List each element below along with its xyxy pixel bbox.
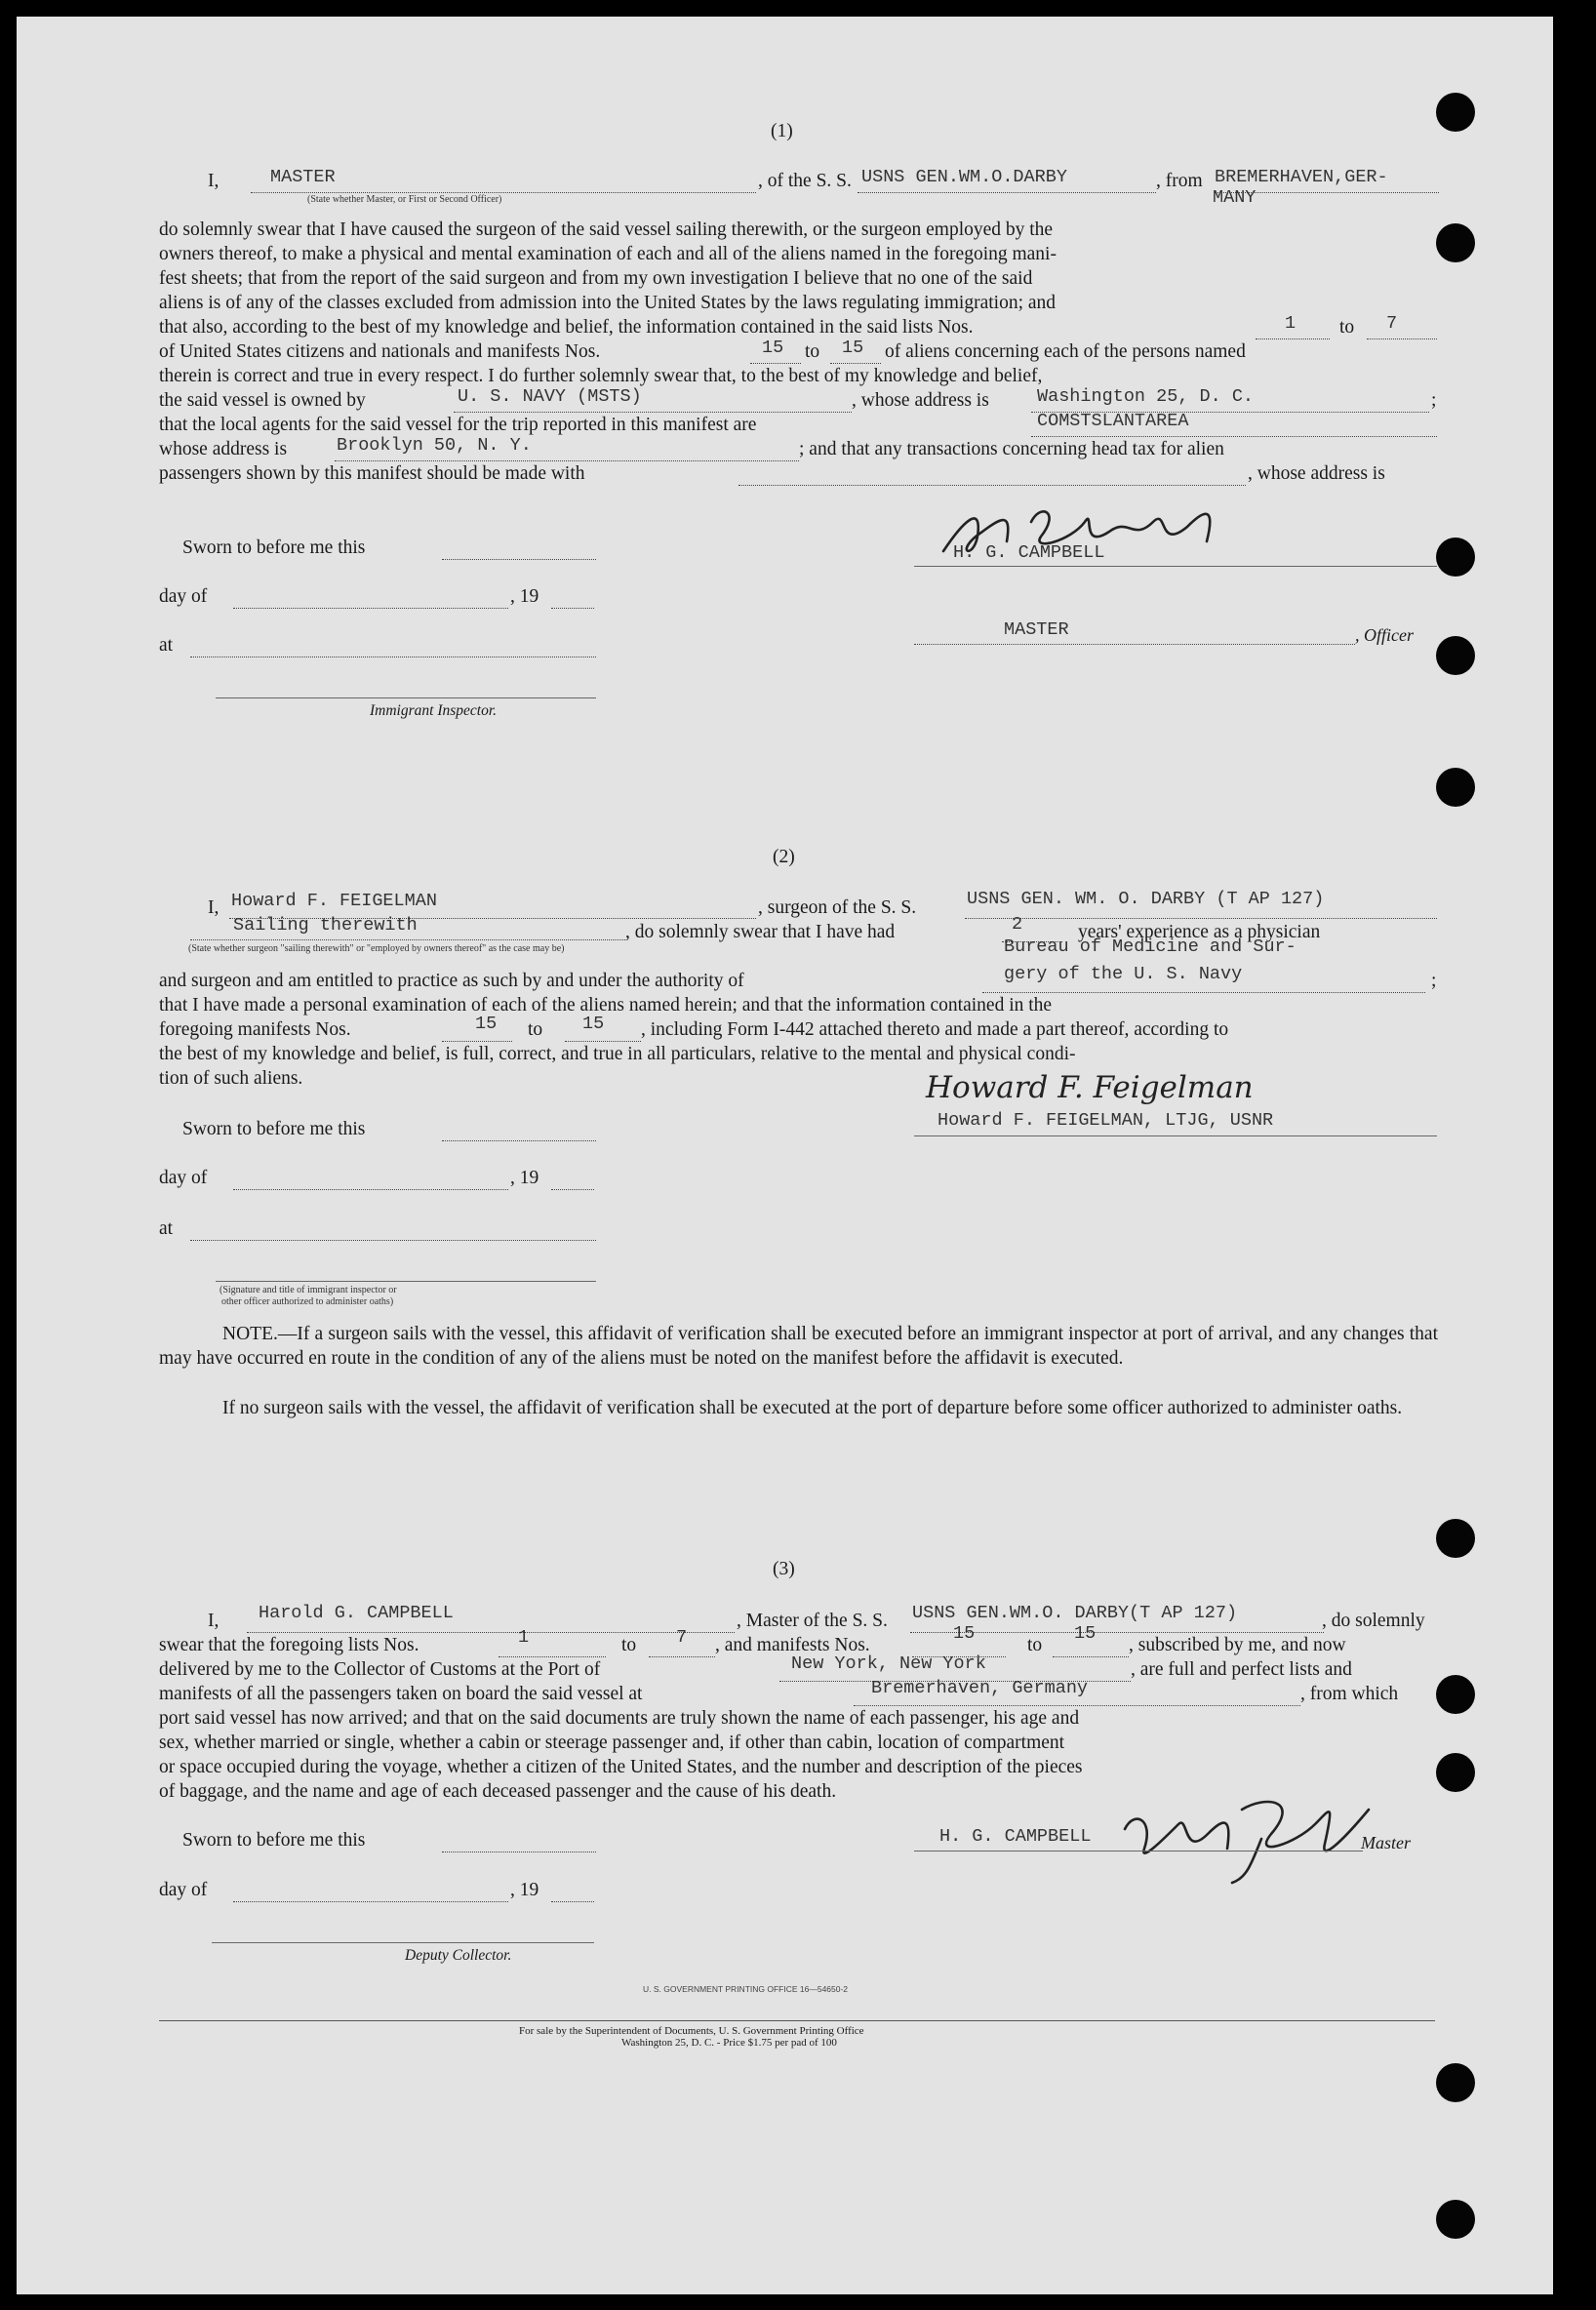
sec1-text: , whose address is	[1248, 463, 1385, 484]
form-page	[17, 17, 1553, 2294]
punch-hole	[1436, 2063, 1475, 2102]
sec3-text: , subscribed by me, and now	[1129, 1635, 1346, 1655]
sec2-text: years' experience as a physician	[1078, 922, 1321, 942]
day-of-label: day of	[159, 1880, 208, 1900]
note-paragraph-2: If no surgeon sails with the vessel, the affidavit of verification shall be executed at the port of departure before some officer authorized to administer oaths.	[222, 1398, 1403, 1418]
sec3-signer-name: H. G. CAMPBELL	[939, 1826, 1092, 1847]
sec3-text: or space occupied during the voyage, whether a citizen of the United States, and the number and description of the pieces	[159, 1757, 1083, 1777]
punch-hole	[1436, 223, 1475, 262]
to-label: to	[1339, 317, 1355, 338]
embark-port-field[interactable]: Bremerhaven, Germany	[871, 1678, 1089, 1698]
port-field[interactable]: New York, New York	[791, 1653, 986, 1674]
sworn-label: Sworn to before me this	[182, 1830, 366, 1851]
sec3-manifest-to-field[interactable]: 15	[1074, 1623, 1097, 1644]
sec2-text: , including Form I-442 attached thereto and made a part thereof, according to	[641, 1019, 1229, 1040]
sec3-text: of baggage, and the name and age of each deceased passenger and the cause of his death.	[159, 1781, 837, 1802]
agents-field[interactable]: COMSTSLANTAREA	[1037, 411, 1189, 431]
sale-notice: For sale by the Superintendent of Documents, U. S. Government Printing Office	[519, 2025, 864, 2037]
sec1-text: of aliens concerning each of the persons named	[885, 341, 1246, 362]
sec3-text: swear that the foregoing lists Nos.	[159, 1635, 419, 1655]
day-of-label: day of	[159, 1168, 208, 1188]
surgeon-signature: Howard F. Feigelman	[926, 1070, 1254, 1105]
punch-hole	[1436, 1753, 1475, 1792]
section-1-number: (1)	[771, 121, 793, 141]
sec1-text: ; and that any transactions concerning head tax for alien	[799, 439, 1224, 459]
sec1-text: whose address is	[159, 439, 288, 459]
punch-hole	[1436, 1519, 1475, 1558]
to-label: to	[528, 1019, 543, 1040]
master-label: Master	[1361, 1833, 1411, 1852]
manifest-from-field[interactable]: 15	[762, 338, 784, 358]
sec1-i: I,	[208, 171, 219, 191]
sale-notice-2: Washington 25, D. C. - Price $1.75 per pad of 100	[621, 2037, 837, 2049]
surgeon-vessel-field[interactable]: USNS GEN. WM. O. DARBY (T AP 127)	[967, 889, 1325, 909]
sec2-text: , surgeon of the S. S.	[758, 897, 917, 918]
master-signer-name: H. G. CAMPBELL	[953, 542, 1105, 563]
sworn-label: Sworn to before me this	[182, 1119, 366, 1139]
deputy-collector-label: Deputy Collector.	[405, 1947, 512, 1964]
section-2-number: (2)	[773, 847, 795, 867]
sec3-vessel-field[interactable]: USNS GEN.WM.O. DARBY(T AP 127)	[912, 1603, 1238, 1623]
to-label: to	[621, 1635, 637, 1655]
sec2-i: I,	[208, 897, 219, 918]
authority-field[interactable]: Bureau of Medicine and Sur-	[1004, 936, 1297, 957]
officer-label: , Officer	[1355, 625, 1414, 645]
sec3-text: port said vessel has now arrived; and that on the said documents are truly shown the name of each passenger, his age and	[159, 1708, 1080, 1729]
sec2-text: and surgeon and am entitled to practice as such by and under the authority of	[159, 971, 744, 991]
sec1-text: the said vessel is owned by	[159, 390, 366, 411]
sailing-status-field[interactable]: Sailing therewith	[233, 915, 418, 936]
lists-to-field[interactable]: 7	[1386, 313, 1398, 334]
sec2-text: that I have made a personal examination of each of the aliens named herein; and that the information contained in the	[159, 995, 1053, 1016]
vessel-name-field[interactable]: USNS GEN.WM.O.DARBY	[861, 167, 1067, 187]
sec3-lists-from-field[interactable]: 1	[518, 1627, 530, 1648]
at-label: at	[159, 1218, 174, 1239]
year-label: , 19	[510, 1168, 539, 1188]
from-port-field[interactable]: BREMERHAVEN,GER-	[1215, 167, 1388, 187]
sec3-manifest-from-field[interactable]: 15	[953, 1623, 976, 1644]
sec1-of-ss: , of the S. S.	[758, 171, 852, 191]
note-paragraph: NOTE.—If a surgeon sails with the vessel, this affidavit of verification shall be executed before an immigrant inspector at port of arrival, and any changes that may have occurred en route in the condition of any of the aliens must be noted on the manifest before the affidavit is executed.	[159, 1324, 1438, 1370]
sec1-text: therein is correct and true in every respect. I do further solemnly swear that, to the best of my knowledge and belief,	[159, 366, 1043, 386]
punch-hole	[1436, 538, 1475, 577]
sec1-text: aliens is of any of the classes excluded from admission into the United States by the laws regulating immigration; and	[159, 293, 1057, 313]
master-caption: (State whether Master, or First or Second Officer)	[307, 194, 502, 205]
sec1-text: owners thereof, to make a physical and mental examination of each and all of the aliens named in the foregoing mani-	[159, 244, 1057, 264]
master-rank-sig: MASTER	[1004, 619, 1069, 640]
manifest-to-field[interactable]: 15	[842, 338, 864, 358]
from-port-continued: MANY	[1213, 187, 1257, 208]
immigrant-inspector-label: Immigrant Inspector.	[370, 702, 498, 719]
sec1-text: that also, according to the best of my knowledge and belief, the information contained in the said lists Nos.	[159, 317, 974, 338]
year-label: , 19	[510, 586, 539, 607]
year-label: , 19	[510, 1880, 539, 1900]
owner-field[interactable]: U. S. NAVY (MSTS)	[458, 386, 642, 407]
sec3-lists-to-field[interactable]: 7	[676, 1627, 688, 1648]
master-signature-3	[1105, 1780, 1398, 1888]
at-label: at	[159, 635, 174, 656]
gpo-imprint: U. S. GOVERNMENT PRINTING OFFICE 16—54650-2	[643, 1984, 849, 1994]
owner-address-field[interactable]: Washington 25, D. C.	[1037, 386, 1255, 407]
sec2-text: the best of my knowledge and belief, is full, correct, and true in all particulars, relative to the mental and physical condi-	[159, 1044, 1076, 1064]
sig-caption: (Signature and title of immigrant inspector or	[219, 1285, 397, 1295]
surgeon-signer-name: Howard F. FEIGELMAN, LTJG, USNR	[938, 1110, 1274, 1131]
agents-address-field[interactable]: Brooklyn 50, N. Y.	[337, 435, 532, 456]
to-label: to	[1027, 1635, 1043, 1655]
semicolon: ;	[1431, 971, 1437, 991]
sec1-text: fest sheets; that from the report of the said surgeon and from my own investigation I believe that no one of the said	[159, 268, 1033, 289]
sec1-text: , whose address is	[852, 390, 989, 411]
sec3-text: delivered by me to the Collector of Customs at the Port of	[159, 1659, 601, 1680]
sec2-manifest-from-field[interactable]: 15	[475, 1014, 498, 1034]
sec1-text: do solemnly swear that I have caused the surgeon of the said vessel sailing therewith, or the surgeon employed by the	[159, 219, 1054, 240]
years-field[interactable]: 2	[1012, 914, 1023, 935]
punch-hole	[1436, 1675, 1475, 1714]
sec3-text: manifests of all the passengers taken on board the said vessel at	[159, 1684, 643, 1704]
sec1-from: , from	[1156, 171, 1203, 191]
day-of-label: day of	[159, 586, 208, 607]
sec1-text: that the local agents for the said vessel for the trip reported in this manifest are	[159, 415, 757, 435]
to-label: to	[805, 341, 820, 362]
punch-hole	[1436, 93, 1475, 132]
sec2-text: foregoing manifests Nos.	[159, 1019, 351, 1040]
authority-field-continued: gery of the U. S. Navy	[1004, 964, 1243, 984]
punch-hole	[1436, 768, 1475, 807]
sec3-text: , Master of the S. S.	[737, 1611, 888, 1631]
sworn-label: Sworn to before me this	[182, 538, 366, 558]
sec2-text: tion of such aliens.	[159, 1068, 303, 1089]
sec3-text: , are full and perfect lists and	[1131, 1659, 1352, 1680]
sec3-text: , and manifests Nos.	[715, 1635, 870, 1655]
surgeon-name-field[interactable]: Howard F. FEIGELMAN	[231, 891, 437, 911]
sec3-master-name-field[interactable]: Harold G. CAMPBELL	[259, 1603, 454, 1623]
sec1-text: of United States citizens and nationals and manifests Nos.	[159, 341, 601, 362]
sig-caption: other officer authorized to administer oaths)	[221, 1296, 394, 1307]
sec3-text: sex, whether married or single, whether a cabin or steerage passenger and, if other than cabin, location of compartment	[159, 1732, 1065, 1753]
sec2-manifest-to-field[interactable]: 15	[582, 1014, 605, 1034]
sec3-text: , do solemnly	[1322, 1611, 1425, 1631]
punch-hole	[1436, 2200, 1475, 2239]
semicolon: ;	[1431, 390, 1437, 411]
surgeon-caption: (State whether surgeon "sailing therewith" or "employed by owners thereof" as the case may be)	[188, 943, 565, 954]
lists-from-field[interactable]: 1	[1285, 313, 1297, 334]
sec2-text: , do solemnly swear that I have had	[625, 922, 896, 942]
sec3-text: , from which	[1300, 1684, 1399, 1704]
sec3-i: I,	[208, 1611, 219, 1631]
sec1-text: passengers shown by this manifest should be made with	[159, 463, 585, 484]
section-3-number: (3)	[773, 1559, 795, 1579]
master-rank-field[interactable]: MASTER	[270, 167, 336, 187]
punch-hole	[1436, 636, 1475, 675]
